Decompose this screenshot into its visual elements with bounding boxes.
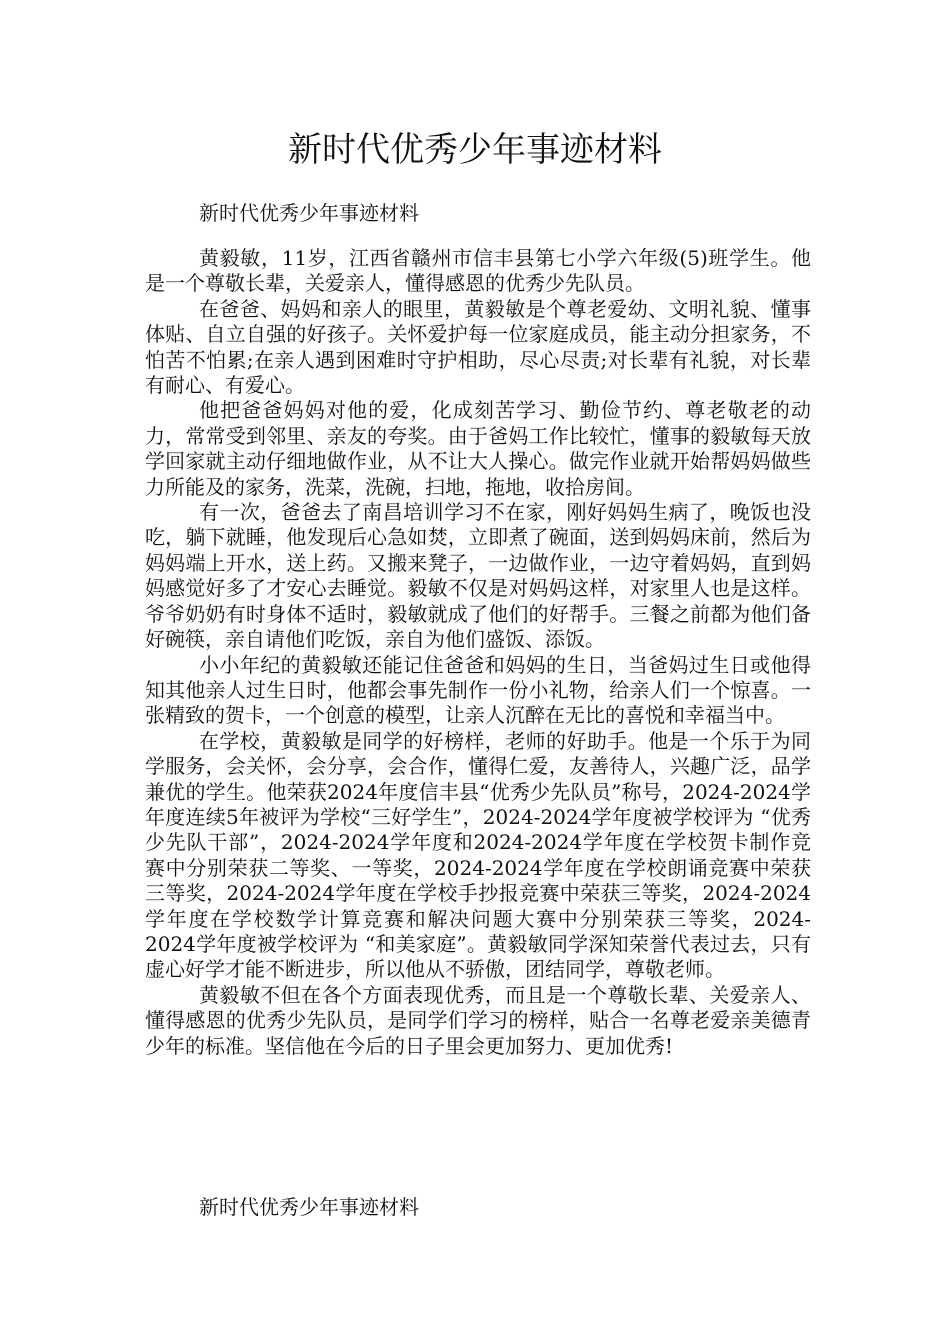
paragraph-2: 在爸爸、妈妈和亲人的眼里，黄毅敏是个尊老爱幼、文明礼貌、懂事体贴、自立自强的好孩子。关怀爱护每一位家庭成员，能主动分担家务，不怕苦不怕累;在亲人遇到困难时守护相助，尽心尽责;对长辈有礼貌，对长辈有耐心、有爱心。 [145, 296, 811, 398]
paragraph-4: 有一次，爸爸去了南昌培训学习不在家，刚好妈妈生病了，晚饭也没吃，躺下就睡，他发现后心急如焚，立即煮了碗面，送到妈妈床前，然后为妈妈端上开水，送上药。又搬来凳子，一边做作业，一边守着妈妈，直到妈妈感觉好多了才安心去睡觉。毅敏不仅是对妈妈这样，对家里人也是这样。爷爷奶奶有时身体不适时，毅敏就成了他们的好帮手。三餐之前都为他们备好碗筷，亲自请他们吃饭，亲自为他们盛饭、添饭。 [145, 500, 811, 652]
document-footer-title: 新时代优秀少年事迹材料 [199, 1195, 419, 1219]
paragraph-3: 他把爸爸妈妈对他的爱，化成刻苦学习、勤俭节约、尊老敬老的动力，常常受到邻里、亲友的夸奖。由于爸妈工作比较忙，懂事的毅敏每天放学回家就主动仔细地做作业，从不让大人操心。做完作业就开始帮妈妈做些力所能及的家务，洗菜，洗碗，扫地，拖地，收拾房间。 [145, 398, 811, 499]
paragraph-1: 黄毅敏，11岁，江西省赣州市信丰县第七小学六年级(5)班学生。他是一个尊敬长辈，关爱亲人，懂得感恩的优秀少先队员。 [145, 246, 811, 296]
paragraph-6: 在学校，黄毅敏是同学的好榜样，老师的好助手。他是一个乐于为同学服务，会关怀，会分享，会合作，懂得仁爱，友善待人，兴趣广泛，品学兼优的学生。他荣获2024年度信丰县“优秀少先队员”称号，2024-2024学年度连续5年被评为学校“三好学生”，2024-2024学年度被学校评为 “优秀少先队干部”，2024-2024学年度和2024-2024学年度在学校贺卡制作竞赛中分别荣获二等奖、一等奖，2024-2024学年度在学校朗诵竞赛中荣获三等奖，2024-2024学年度在学校手抄报竞赛中荣获三等奖，2024-2024学年度在学校数学计算竞赛和解决问题大赛中分别荣获三等奖，2024-2024学年度被学校评为 “和美家庭”。黄毅敏同学深知荣誉代表过去，只有虚心好学才能不断进步，所以他从不骄傲，团结同学，尊敬老师。 [145, 728, 811, 982]
document-body [145, 246, 811, 1059]
paragraph-7: 黄毅敏不但在各个方面表现优秀，而且是一个尊敬长辈、关爱亲人、懂得感恩的优秀少先队员，是同学们学习的榜样，贴合一名尊老爱亲美德青少年的标准。坚信他在今后的日子里会更加努力、更加优秀! [145, 982, 811, 1058]
document-subtitle: 新时代优秀少年事迹材料 [199, 201, 419, 225]
paragraph-5: 小小年纪的黄毅敏还能记住爸爸和妈妈的生日，当爸妈过生日或他得知其他亲人过生日时，他都会事先制作一份小礼物，给亲人们一个惊喜。一张精致的贺卡，一个创意的模型，让亲人沉醉在无比的喜悦和幸福当中。 [145, 652, 811, 728]
document-title: 新时代优秀少年事迹材料 [288, 130, 662, 170]
